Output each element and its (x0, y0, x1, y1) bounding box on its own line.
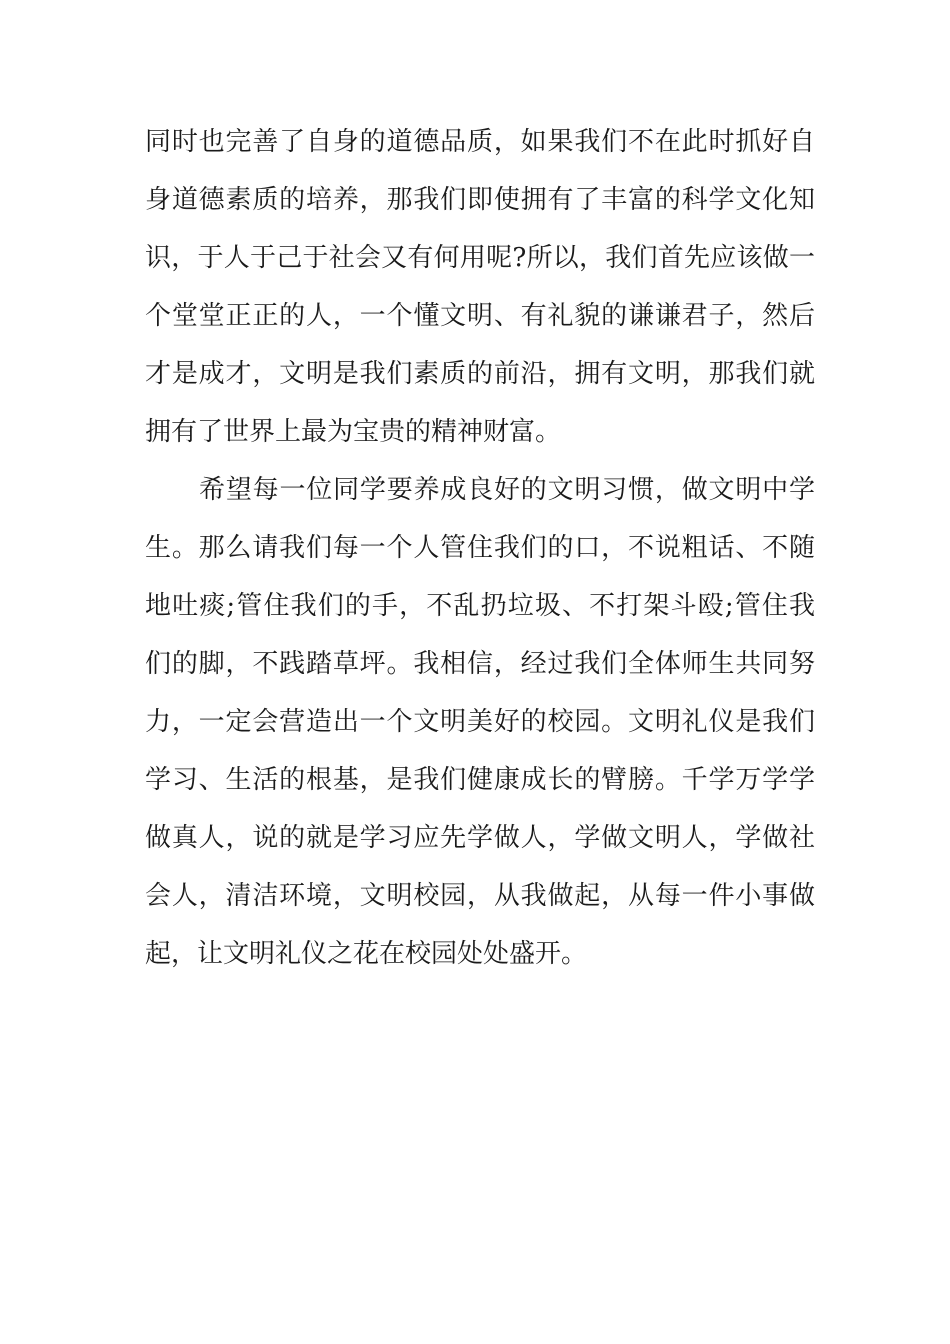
paragraph-line: 起，让文明礼仪之花在校园处处盛开。 (145, 939, 588, 969)
paragraph-line: 身道德素质的培养，那我们即使拥有了丰富的科学文化知 (145, 185, 815, 215)
paragraph-line: 生。那么请我们每一个人管住我们的口，不说粗话、不随 (145, 533, 815, 563)
paragraph-1 (145, 119, 815, 467)
paragraph-line: 力，一定会营造出一个文明美好的校园。文明礼仪是我们 (145, 707, 815, 737)
paragraph-line: 才是成才，文明是我们素质的前沿，拥有文明，那我们就 (145, 359, 815, 389)
paragraph-line: 同时也完善了自身的道德品质，如果我们不在此时抓好自 (145, 127, 815, 157)
paragraph-line: 识，于人于己于社会又有何用呢?所以，我们首先应该做一 (145, 243, 815, 273)
paragraph-line: 希望每一位同学要养成良好的文明习惯，做文明中学 (199, 475, 815, 505)
paragraph-line: 拥有了世界上最为宝贵的精神财富。 (145, 417, 562, 447)
body-text (145, 119, 815, 989)
paragraph-line: 做真人，说的就是学习应先学做人，学做文明人，学做社 (145, 823, 815, 853)
paragraph-line: 们的脚，不践踏草坪。我相信，经过我们全体师生共同努 (145, 649, 815, 679)
paragraph-line: 地吐痰;管住我们的手，不乱扔垃圾、不打架斗殴;管住我 (145, 591, 815, 621)
paragraph-line: 学习、生活的根基，是我们健康成长的臂膀。千学万学学 (145, 765, 815, 795)
paragraph-2 (145, 467, 815, 989)
paragraph-line: 个堂堂正正的人，一个懂文明、有礼貌的谦谦君子，然后 (145, 301, 815, 331)
paragraph-line: 会人，清洁环境，文明校园，从我做起，从每一件小事做 (145, 881, 815, 911)
